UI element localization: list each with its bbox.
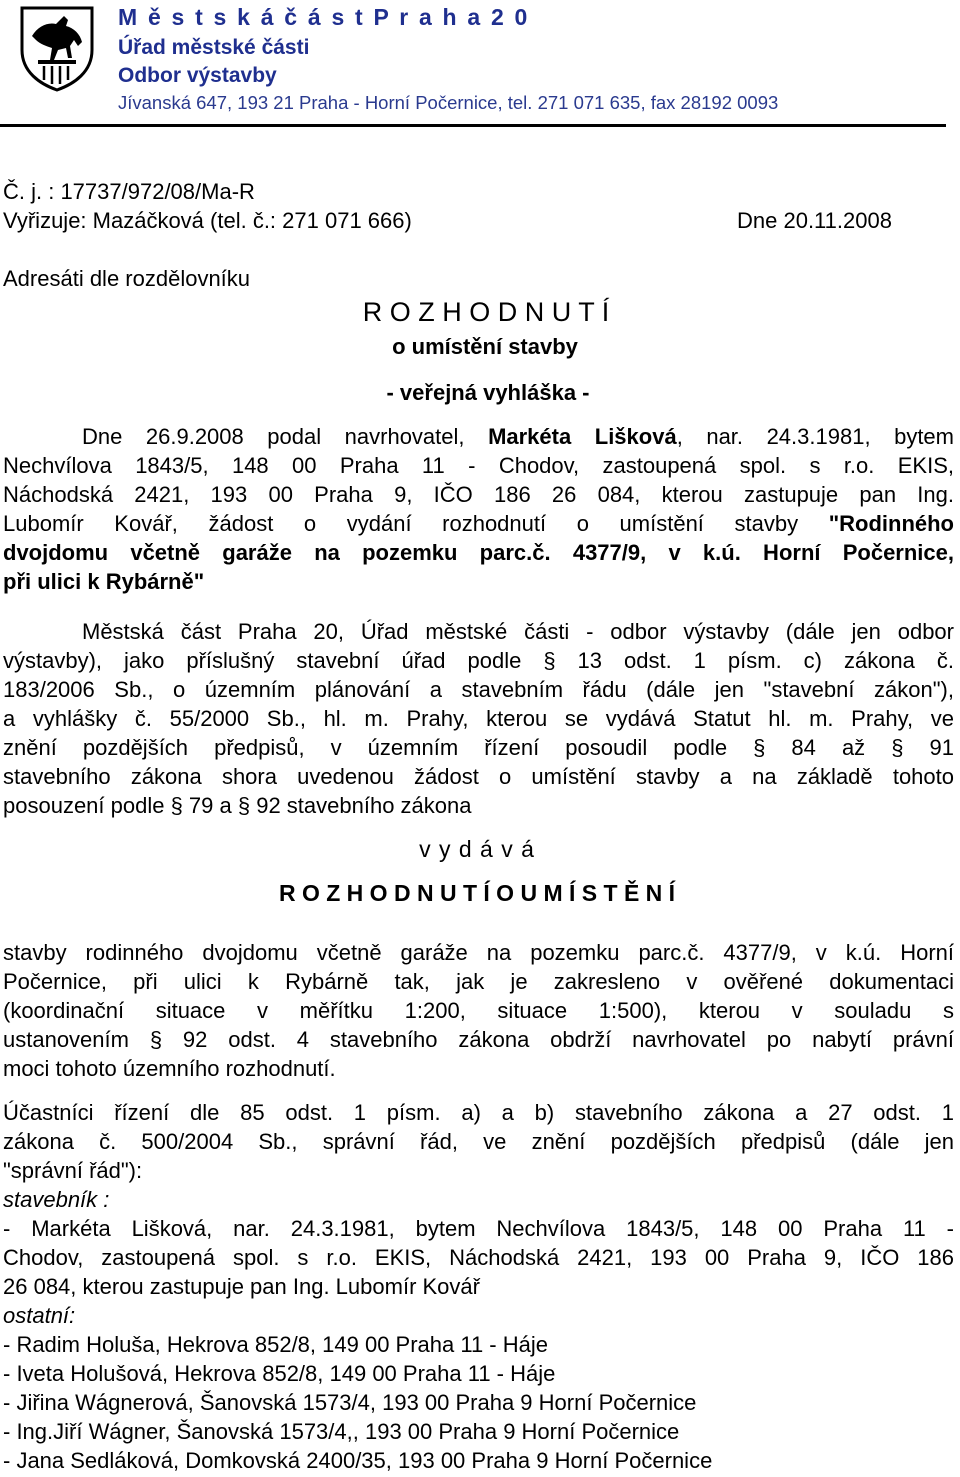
body2-line-1: stavby rodinného dvojdomu včetně garáže na pozemku parc.č. 4377/9, v k.ú. Horní [3, 940, 954, 965]
participant-item: - Ing.Jiří Wágner, Šanovská 1573/4,, 193 00 Praha 9 Horní Počernice [3, 1419, 680, 1444]
decree-reference: a vyhlášky č. 55/2000 Sb. [3, 706, 300, 731]
intro-line-4 [3, 511, 954, 537]
body1-line-5 [3, 735, 954, 761]
document-date: Dne 20.11.2008 [737, 208, 892, 233]
body1-line-2 [3, 648, 954, 674]
participant-item: - Jiřina Wágnerová, Šanovská 1573/4, 193 00 Praha 9 Horní Počernice [3, 1390, 697, 1415]
participants-line-1: Účastníci řízení dle 85 odst. 1 písm. a) a b) stavebního zákona a 27 odst. 1 [3, 1100, 954, 1125]
body-text: , o územním plánování a stavebním řádu (dále jen "stavební zákon"), [147, 677, 954, 702]
body2-line-4 [3, 1027, 954, 1053]
builder-line-3: 26 084, kterou zastupuje pan Ing. Lubomír Kovář [3, 1274, 480, 1299]
applicant-name: Markéta Lišková [488, 424, 677, 449]
participants-line-2: zákona č. 500/2004 Sb., správní řád, ve znění pozdějších předpisů (dále jen [3, 1129, 954, 1154]
body1-line-3 [3, 677, 954, 703]
decision-title: R O Z H O D N U T Í [362, 297, 610, 327]
decision-heading: R O Z H O D N U T Í O U M Í S T Ě N Í [278, 880, 676, 906]
body2-line-5: moci tohoto územního rozhodnutí. [3, 1056, 336, 1081]
body1-line-7: posouzení podle § 79 a § 92 stavebního zákona [3, 793, 472, 818]
header-office: Úřad městské části [118, 36, 310, 59]
intro-line-5: dvojdomu včetně garáže na pozemku parc.č. 4377/9, v k.ú. Horní Počernice, [3, 540, 954, 565]
body-text: 84 až [765, 735, 892, 760]
section-symbol: § [753, 735, 766, 760]
intro-line-1 [82, 424, 954, 450]
law-reference: 183/2006 Sb. [3, 677, 148, 702]
intro-text: , nar. 24.3.1981, bytem [676, 424, 954, 449]
header-divider [0, 124, 946, 127]
section-symbol: § [891, 735, 904, 760]
municipal-crest-icon [18, 6, 96, 92]
letterhead [0, 0, 960, 132]
reference-number: Č. j. : 17737/972/08/Ma-R [3, 179, 255, 204]
participant-item: - Jana Sedláková, Domkovská 2400/35, 193 00 Praha 9 Horní Počernice [3, 1448, 713, 1473]
intro-text: Lubomír Kovář, žádost o vydání rozhodnutí o umístění stavby [3, 511, 829, 536]
decision-subtitle: o umístění stavby [392, 334, 578, 359]
addressees: Adresáti dle rozdělovníku [3, 266, 251, 291]
intro-line-6: při ulici k Rybárně" [3, 569, 205, 594]
section-symbol: § [543, 648, 556, 673]
body-text: znění pozdějších předpisů, v územním řízení posoudil podle [3, 735, 754, 760]
participant-item: - Radim Holuša, Hekrova 852/8, 149 00 Praha 11 - Háje [3, 1332, 548, 1357]
section-symbol: § [149, 1027, 163, 1052]
body1-line-4 [3, 706, 954, 732]
body-text: výstavby), jako příslušný stavební úřad podle [3, 648, 544, 673]
builder-line-2: Chodov, zastoupená spol. s r.o. EKIS, Náchodská 2421, 193 00 Praha 9, IČO 186 [3, 1245, 954, 1270]
project-name: "Rodinného [828, 511, 954, 536]
participant-item: - Iveta Holušová, Hekrova 852/8, 149 00 Praha 11 - Háje [3, 1361, 556, 1386]
participants-line-3: "správní řád"): [3, 1158, 143, 1183]
header-district: M ě s t s k á č á s t P r a h a 2 0 [118, 4, 530, 30]
handled-by: Vyřizuje: Mazáčková (tel. č.: 271 071 666) [3, 208, 412, 233]
body-text: 92 odst. 4 stavebního zákona obdrží navrhovatel po nabytí právní [162, 1027, 955, 1052]
body2-line-2: Počernice, při ulici k Rybárně tak, jak je zakresleno v ověřené dokumentaci [3, 969, 954, 994]
issues-label: v y d á v á [419, 836, 535, 862]
body-text: 91 [903, 735, 954, 760]
header-department: Odbor výstavby [118, 64, 277, 87]
builder-label: stavebník : [3, 1187, 110, 1212]
public-notice-label: - veřejná vyhláška - [386, 380, 590, 405]
others-label: ostatní: [3, 1303, 76, 1328]
intro-line-2: Nechvílova 1843/5, 148 00 Praha 11 - Chodov, zastoupená spol. s r.o. EKIS, [3, 453, 954, 478]
body1-line-1: Městská část Praha 20, Úřad městské části - odbor výstavby (dále jen odbor [82, 619, 954, 644]
body1-line-6: stavebního zákona shora uvedenou žádost o umístění stavby a na základě tohoto [3, 764, 954, 789]
body2-line-3: (koordinační situace v měřítku 1:200, situace 1:500), kterou v souladu s [3, 998, 954, 1023]
header-address: Jívanská 647, 193 21 Praha - Horní Počernice, tel. 271 071 635, fax 28192 0093 [118, 92, 779, 113]
builder-line-1: - Markéta Lišková, nar. 24.3.1981, bytem Nechvílova 1843/5, 148 00 Praha 11 - [3, 1216, 954, 1241]
body-text: , hl. m. Prahy, kterou se vydává Statut hl. m. Prahy, ve [299, 706, 954, 731]
intro-text: Dne 26.9.2008 podal navrhovatel, [82, 424, 489, 449]
intro-line-3: Náchodská 2421, 193 00 Praha 9, IČO 186 26 084, kterou zastupuje pan Ing. [3, 482, 954, 507]
body-text: ustanovením [3, 1027, 150, 1052]
body-text: 13 odst. 1 písm. c) zákona č. [555, 648, 954, 673]
